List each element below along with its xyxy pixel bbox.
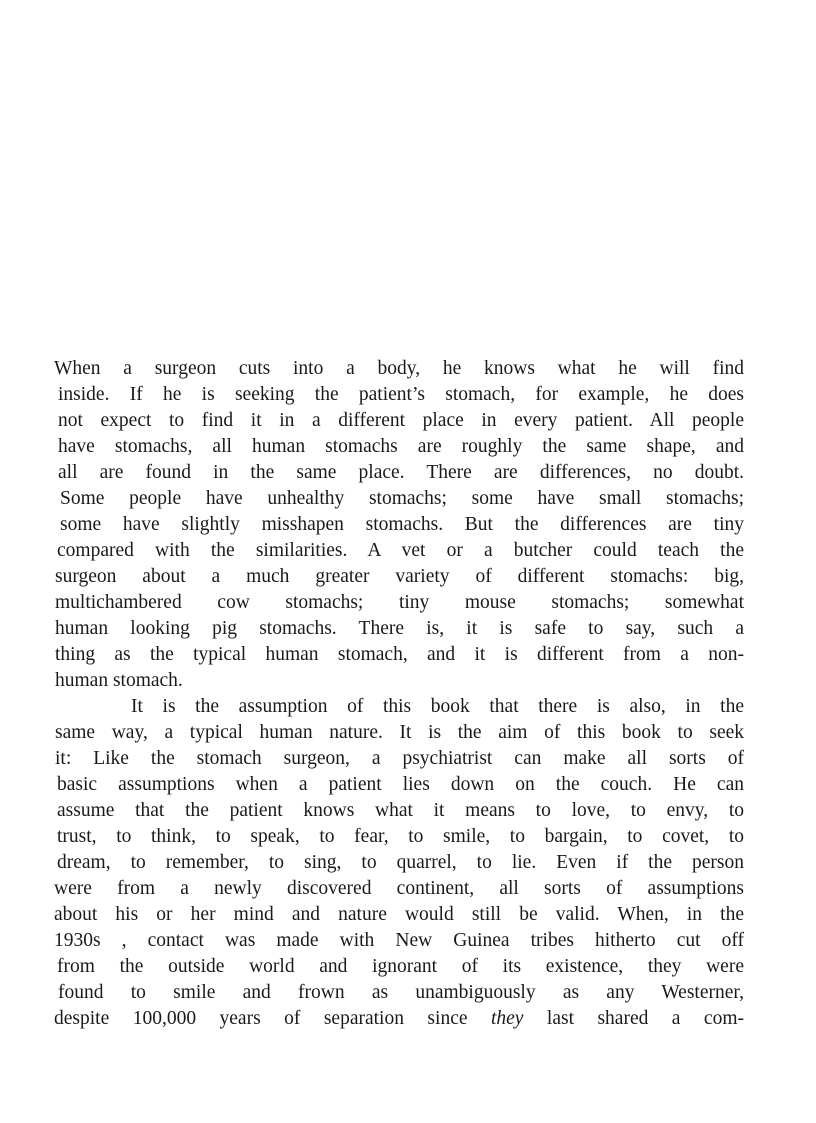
text-line: all are found in the same place. There are differences, no doubt.: [58, 462, 744, 483]
text-line: Some people have unhealthy stomachs; some have small stomachs;: [60, 488, 744, 509]
text-line: it: Like the stomach surgeon, a psychiatrist can make all sorts of: [55, 748, 744, 769]
text-line-last: [54, 1006, 744, 1032]
text-line: found to smile and frown as unambiguously as any Westerner,: [58, 982, 744, 1003]
body-text: [54, 356, 744, 1032]
text-line: basic assumptions when a patient lies down on the couch. He can: [57, 774, 744, 795]
text-line: from the outside world and ignorant of its existence, they were: [57, 956, 744, 977]
text-line: trust, to think, to speak, to fear, to smile, to bargain, to covet, to: [57, 826, 744, 847]
text-line: compared with the similarities. A vet or a butcher could teach the: [57, 540, 744, 561]
text-line: were from a newly discovered continent, all sorts of assumptions: [54, 878, 744, 899]
text-line: thing as the typical human stomach, and it is different from a non-: [55, 644, 744, 665]
text-line: about his or her mind and nature would still be valid. When, in the: [54, 904, 744, 925]
text-line: human stomach.: [55, 670, 183, 691]
text-line: When a surgeon cuts into a body, he knows what he will find: [54, 358, 744, 379]
text-line: inside. If he is seeking the patient’s stomach, for example, he does: [58, 384, 744, 405]
text-line: same way, a typical human nature. It is the aim of this book to seek: [55, 722, 744, 743]
text-line: have stomachs, all human stomachs are roughly the same shape, and: [58, 436, 744, 457]
text-line: human looking pig stomachs. There is, it is safe to say, such a: [55, 618, 744, 639]
text-line: dream, to remember, to sing, to quarrel, to lie. Even if the person: [57, 852, 744, 873]
text-line: assume that the patient knows what it means to love, to envy, to: [57, 800, 744, 821]
text-segment: last shared a com-: [523, 1008, 744, 1029]
text-line: some have slightly misshapen stomachs. But the differences are tiny: [60, 514, 744, 535]
text-line: multichambered cow stomachs; tiny mouse stomachs; somewhat: [55, 592, 744, 613]
text-segment: despite 100,000 years of separation since: [54, 1008, 491, 1029]
emphasis-text: they: [490, 1008, 524, 1029]
text-line: surgeon about a much greater variety of different stomachs: big,: [55, 566, 744, 587]
text-line: It is the assumption of this book that there is also, in the: [131, 696, 744, 717]
text-line: not expect to find it in a different place in every patient. All people: [58, 410, 744, 431]
text-line: 1930s , contact was made with New Guinea tribes hitherto cut off: [54, 930, 744, 951]
